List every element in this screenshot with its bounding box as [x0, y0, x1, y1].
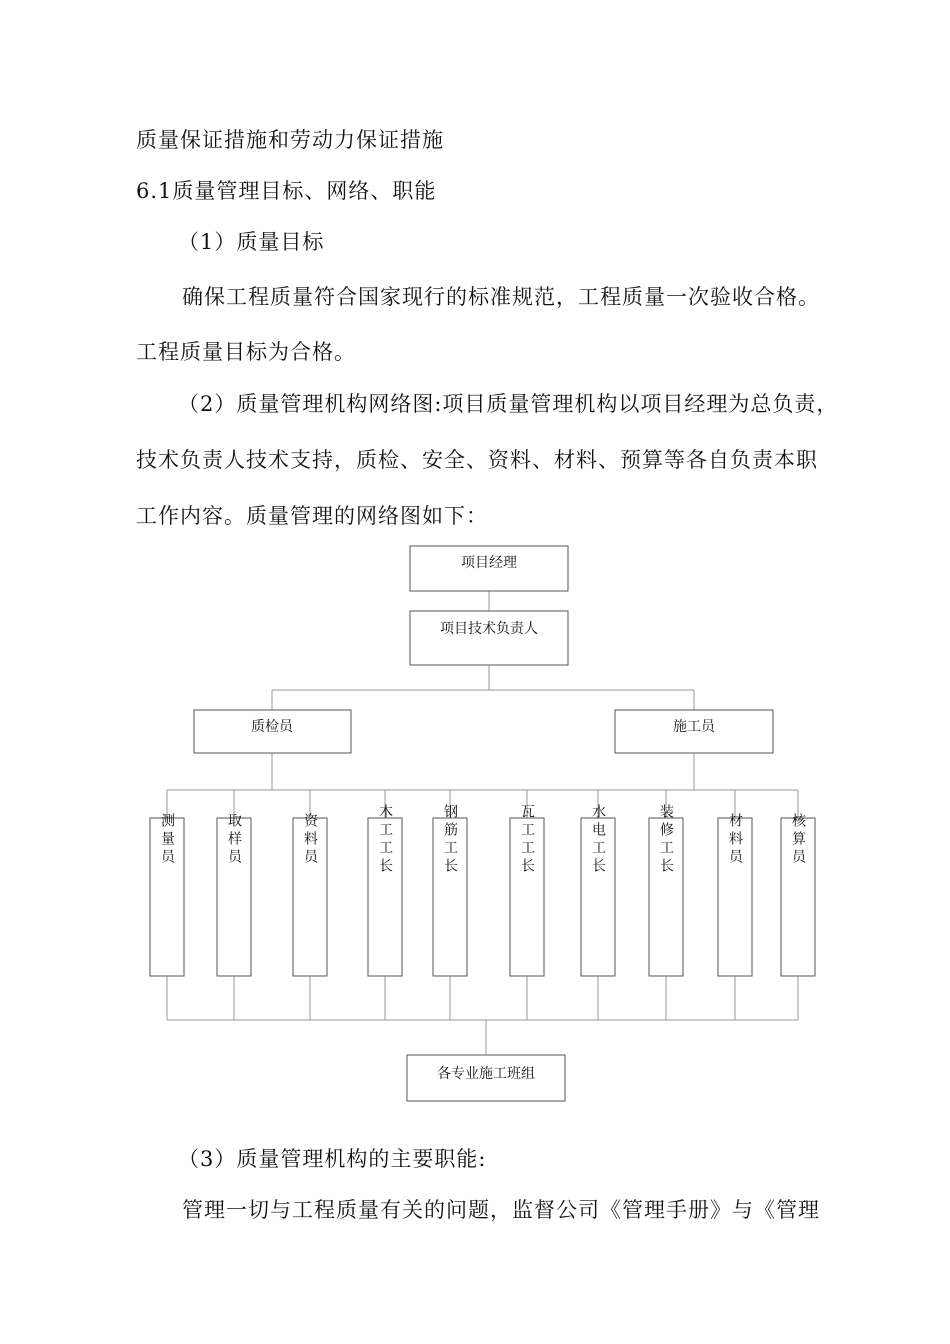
node-member-3 — [368, 803, 402, 976]
node-member-4 — [433, 804, 467, 976]
node-member-8-label: 材料员 — [727, 813, 743, 867]
item2-line1: （2）质量管理机构网络图:项目质量管理机构以项目经理为总负责， — [178, 392, 839, 416]
node-work-teams-label: 各专业施工班组 — [437, 1066, 535, 1082]
node-member-5-label: 瓦工工长 — [519, 804, 535, 876]
node-member-0 — [150, 813, 184, 976]
node-member-5 — [510, 804, 544, 976]
node-member-1-label: 取样员 — [226, 813, 242, 867]
doc-title: 质量保证措施和劳动力保证措施 — [136, 128, 444, 152]
item3-heading: （3）质量管理机构的主要职能: — [178, 1147, 487, 1171]
node-member-7 — [649, 803, 683, 976]
node-member-2-label: 资料员 — [302, 813, 318, 867]
item2-line3: 工作内容。质量管理的网络图如下： — [136, 504, 488, 528]
node-project-manager — [410, 546, 568, 591]
item1-heading: （1）质量目标 — [178, 230, 325, 254]
item3-line1: 管理一切与工程质量有关的问题，监督公司《管理手册》与《管理 — [182, 1198, 820, 1222]
node-member-9-label: 核算员 — [790, 813, 806, 867]
node-member-1 — [217, 813, 251, 976]
node-member-8 — [718, 812, 752, 976]
node-member-2 — [293, 813, 327, 976]
node-member-4-label: 钢筋工长 — [442, 804, 458, 876]
node-member-0-label: 测量员 — [159, 813, 175, 867]
node-member-7-label: 装修工长 — [658, 804, 674, 876]
node-construction-worker-label: 施工员 — [673, 719, 715, 735]
node-member-6-label: 水电工长 — [590, 804, 606, 876]
node-construction-worker — [615, 710, 773, 753]
node-member-3-label: 木工工长 — [377, 804, 393, 876]
section-heading: 6.1质量管理目标、网络、职能 — [136, 179, 437, 203]
node-quality-inspector — [194, 710, 351, 753]
node-tech-lead-label: 项目技术负责人 — [440, 621, 538, 637]
item2-line2: 技术负责人技术支持，质检、安全、资料、材料、预算等各自负责本职 — [136, 448, 818, 472]
node-project-manager-label: 项目经理 — [461, 555, 517, 571]
item1-line2: 工程质量目标为合格。 — [136, 340, 356, 364]
item1-line1: 确保工程质量符合国家现行的标准规范，工程质量一次验收合格。 — [182, 285, 820, 309]
node-member-9 — [781, 812, 815, 976]
node-quality-inspector-label: 质检员 — [251, 719, 293, 735]
node-tech-lead — [410, 611, 568, 665]
node-work-teams — [407, 1055, 565, 1101]
node-member-6 — [581, 803, 615, 976]
